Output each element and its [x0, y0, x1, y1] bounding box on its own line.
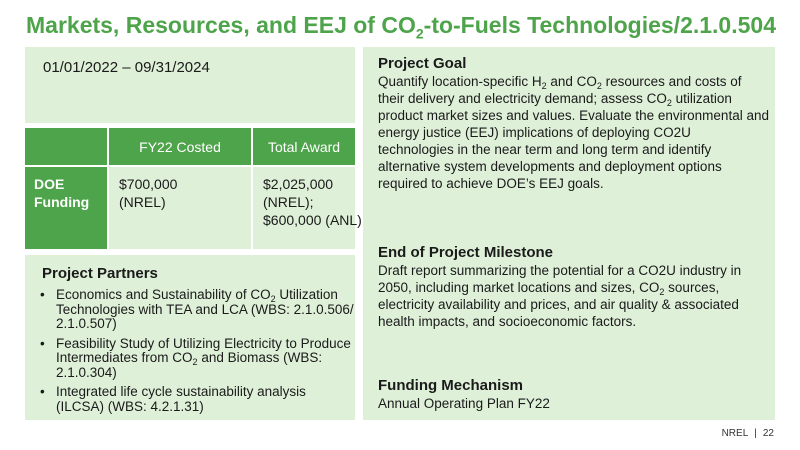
cell-line: (NREL);: [263, 194, 314, 210]
footer-org: NREL: [721, 428, 749, 439]
subscript: 2: [659, 287, 665, 297]
list-item: [40, 288, 355, 332]
item-text: Utilization Technologies with TEA and LCA (WBS: 2.1.0.506/ 2.1.0.507): [56, 287, 354, 331]
partners-list: [40, 288, 355, 419]
list-item: [40, 337, 355, 381]
cell-line: $700,000: [119, 176, 178, 192]
slide-footer: [716, 428, 774, 439]
text-run: utilization product market sizes and values. Evaluate the environmental and energy justice (EEJ) implications of deploying CO2U technologies in the near term and long term and identify alternative system developments and deployment options required to achieve DOE’s EEJ goals.: [378, 91, 769, 191]
bullet-icon: •: [40, 287, 45, 302]
row-label-line: DOE: [34, 176, 65, 192]
cell-line: $600,000 (ANL): [263, 212, 362, 228]
subscript: 2: [270, 294, 276, 304]
funding-mechanism-section: [378, 377, 770, 412]
partners-heading: Project Partners: [42, 265, 158, 282]
fy22-costed-header: FY22 Costed: [109, 128, 251, 165]
text-run: Quantify location-specific H: [378, 74, 542, 89]
text-run: resources and costs of their delivery and electricity demand; assess CO: [378, 74, 742, 106]
milestone-text: [378, 262, 770, 330]
goal-heading: Project Goal: [378, 55, 467, 72]
bullet-icon: •: [40, 384, 45, 399]
total-award-cell: [253, 167, 362, 249]
goal-text: [378, 73, 770, 192]
list-item: [40, 385, 355, 414]
total-award-header: Total Award: [253, 128, 355, 165]
project-dates: 01/01/2022 – 09/31/2024: [43, 59, 210, 76]
item-text: Integrated life cycle sustainability analysis (ILCSA) (WBS: 4.2.1.31): [56, 384, 306, 414]
fy22-costed-cell: [109, 167, 251, 249]
slide-title: [26, 12, 786, 42]
subscript: 2: [192, 357, 198, 367]
funding-table: [25, 128, 362, 249]
project-details-panel: [363, 47, 775, 420]
funding-mechanism-heading: Funding Mechanism: [378, 377, 524, 394]
bullet-icon: •: [40, 335, 45, 351]
row-label-line: Funding: [34, 194, 90, 210]
item-text: Feasibility Study of Utilizing Electricity to Produce Intermediates from CO: [56, 335, 351, 365]
cell-line: (NREL): [119, 194, 166, 210]
title-text-end: -to-Fuels Technologies/2.1.0.504: [423, 12, 776, 38]
item-text: Economics and Sustainability of CO: [56, 287, 271, 302]
funding-mechanism-text: Annual Operating Plan FY22: [378, 396, 550, 411]
project-partners-panel: [25, 255, 355, 420]
page-number: 22: [762, 428, 774, 439]
milestone-section: [378, 244, 770, 330]
title-text-start: Markets, Resources, and EEJ of CO: [26, 12, 416, 38]
cell-line: $2,025,000: [263, 176, 334, 192]
project-dates-panel: [25, 47, 355, 123]
text-run: sources, electricity availability and prices, and air quality & associated health impacts, and socioeconomic factors.: [378, 280, 739, 329]
subscript: 2: [666, 98, 672, 108]
text-run: Draft report summarizing the potential for a CO2U industry in 2050, including market locations and sizes, CO: [378, 263, 742, 295]
text-run: and CO: [546, 74, 597, 89]
footer-separator: |: [754, 428, 757, 439]
item-text: and Biomass (WBS: 2.1.0.304): [56, 350, 323, 380]
funding-table-corner: [25, 128, 107, 165]
title-subscript: 2: [415, 25, 424, 42]
doe-funding-row-label: [25, 167, 107, 249]
project-goal-section: [378, 55, 770, 192]
subscript: 2: [596, 81, 602, 91]
subscript: 2: [541, 81, 547, 91]
milestone-heading: End of Project Milestone: [378, 244, 554, 261]
